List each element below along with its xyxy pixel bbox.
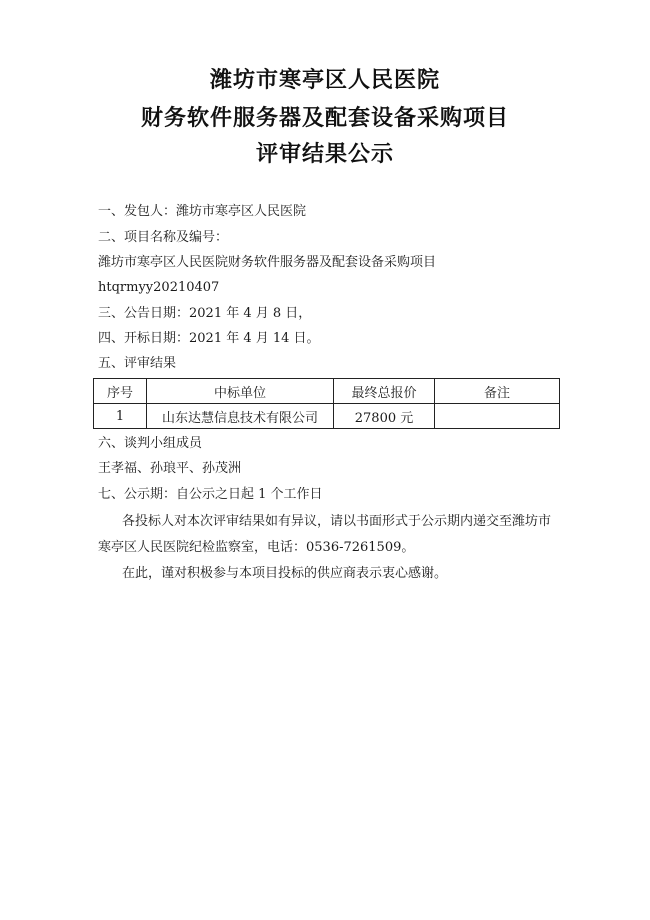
- project-code: htqrmyy20210407: [98, 280, 220, 295]
- cell-price: 27800 元: [334, 404, 435, 429]
- header-cell-index: 序号: [94, 379, 147, 404]
- table-header-row: [94, 379, 560, 404]
- cell-remark: [435, 404, 560, 429]
- notice-period: 七、公示期：自公示之日起 1 个工作日: [98, 487, 323, 502]
- header-cell-winner: 中标单位: [147, 379, 334, 404]
- purchaser-line: 一、发包人：潍坊市寒亭区人民医院: [98, 204, 307, 219]
- thanks-line: 在此，谨对积极参与本项目投标的供应商表示衷心感谢。: [122, 566, 448, 581]
- project-heading: 二、项目名称及编号：: [98, 230, 229, 245]
- table-row: [94, 404, 560, 429]
- panel-heading: 六、谈判小组成员: [98, 436, 203, 451]
- objection-line1: 各投标人对本次评审结果如有异议，请以书面形式于公示期内递交至潍坊市: [122, 514, 552, 529]
- panel-members: 王孝福、孙琅平、孙茂洲: [98, 461, 242, 476]
- header-cell-remark: 备注: [435, 379, 560, 404]
- cell-index: 1: [94, 404, 147, 429]
- cell-winner: 山东达慧信息技术有限公司: [147, 404, 334, 429]
- objection-line2: 寒亭区人民医院纪检监察室，电话：0536-7261509。: [98, 540, 415, 555]
- header-cell-price: 最终总报价: [334, 379, 435, 404]
- document-title-line2: 财务软件服务器及配套设备采购项目: [140, 106, 509, 131]
- bid-open-date: 四、开标日期：2021 年 4 月 14 日。: [98, 331, 320, 346]
- document-title-line1: 潍坊市寒亭区人民医院: [209, 68, 440, 93]
- result-table: [93, 378, 560, 429]
- project-name: 潍坊市寒亭区人民医院财务软件服务器及配套设备采购项目: [98, 255, 437, 270]
- result-heading: 五、评审结果: [98, 356, 177, 371]
- announce-date: 三、公告日期：2021 年 4 月 8 日，: [98, 306, 312, 321]
- document-title-line3: 评审结果公示: [255, 142, 394, 167]
